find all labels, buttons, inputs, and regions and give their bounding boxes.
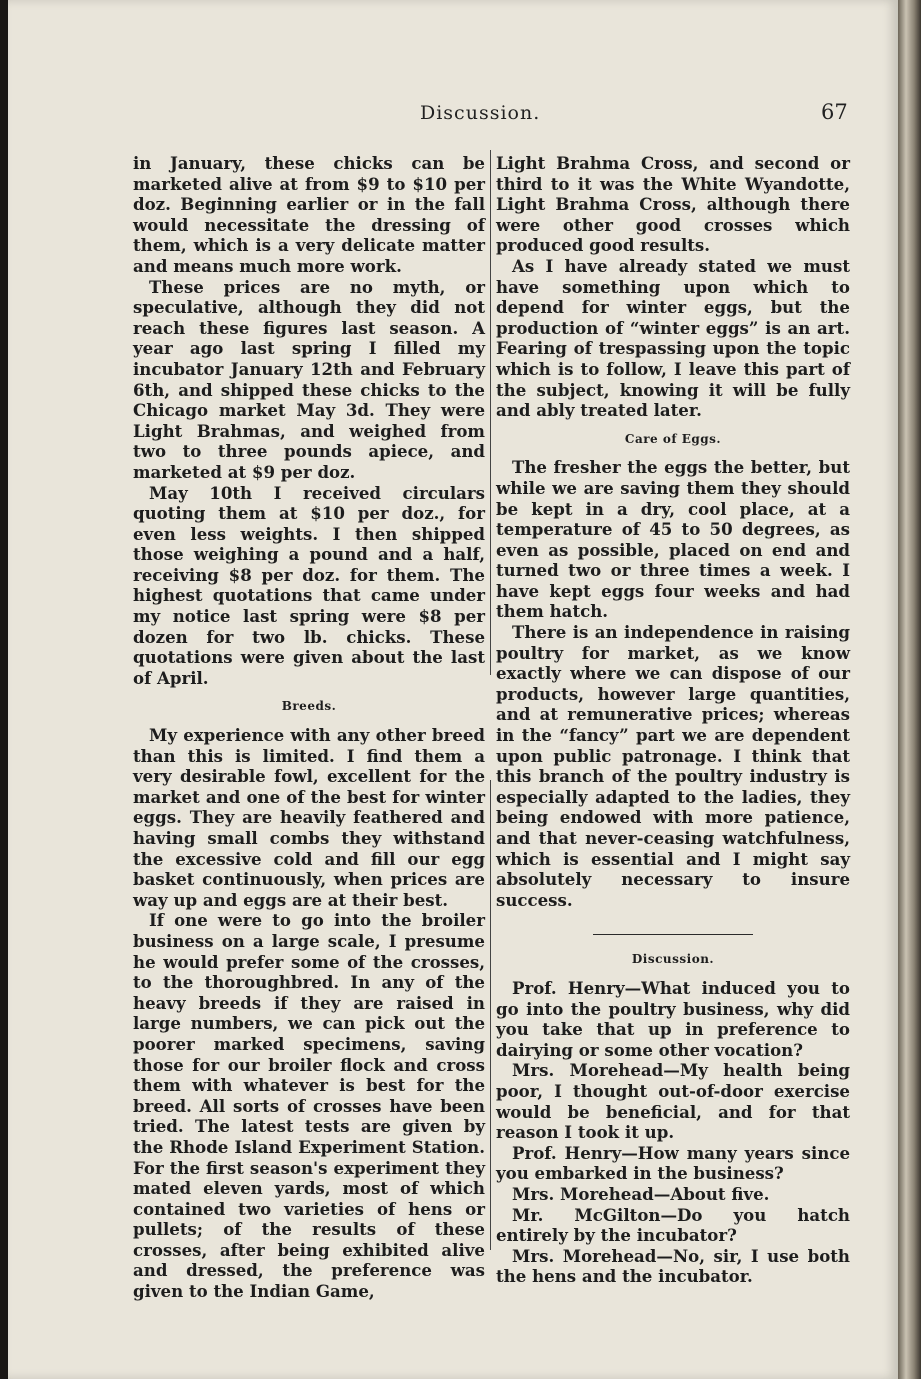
page-number: 67 xyxy=(821,100,848,124)
left-column xyxy=(133,153,485,1302)
paragraph: My experience with any other breed than this is limited. I find them a very desirable fowl, excellent for the market and one of the best for winter eggs. They are heavily feathered and having small combs they withstand the excessive cold and fill our egg basket continuously, when prices are way up and eggs are at their best. xyxy=(133,725,485,910)
paragraph: These prices are no myth, or speculative, although they did not reach these figures last season. A year ago last spring I filled my incubator January 12th and February 6th, and shipped these chicks to the Chicago market May 3d. They were Light Brahmas, and weighed from two to three pounds apiece, and marketed at $9 per doz. xyxy=(133,276,485,482)
section-heading-breeds: Breeds. xyxy=(281,699,337,714)
dialogue-line: Mrs. Morehead—About five. xyxy=(512,1183,770,1204)
paragraph: As I have already stated we must have something upon which to depend for winter eggs, but the production of “winter eggs” is an art. Fearing of trespassing upon the topic which is to follow, I leave this part of the subject, knowing it will be fully and ably treated later. xyxy=(496,255,850,421)
paragraph: Light Brahma Cross, and second or third to it was the White Wyandotte, Light Brahma Cross, although there were other good crosses which produced good results. xyxy=(496,153,850,256)
section-heading-discussion: Discussion. xyxy=(631,952,715,967)
running-head: Discussion. xyxy=(420,102,541,124)
dialogue-line: Prof. Henry—How many years since you embarked in the business? xyxy=(496,1142,850,1184)
paragraph: May 10th I received circulars quoting them at $10 per doz., for even less weights. I then shipped those weighing a pound and a half, receiving $8 per doz. for them. The highest quotations that came under my notice last spring were $8 per dozen for two lb. chicks. These quotations were given about the last of April. xyxy=(133,482,485,688)
page-edge xyxy=(898,0,921,1379)
section-heading-care-of-eggs: Care of Eggs. xyxy=(624,431,722,446)
dialogue-line: Mrs. Morehead—My health being poor, I thought out-of-door exercise would be beneficial, and for that reason I took it up. xyxy=(496,1060,850,1143)
dialogue-line: Prof. Henry—What induced you to go into the poultry business, why did you take that up in preference to dairying or some other vocation? xyxy=(496,977,850,1060)
dialogue-line: Mrs. Morehead—No, sir, I use both the hens and the incubator. xyxy=(496,1245,850,1287)
right-column xyxy=(496,153,850,1287)
column-rule-top xyxy=(490,150,491,675)
dialogue-line: Mr. McGilton—Do you hatch entirely by the incubator? xyxy=(496,1204,850,1246)
paragraph: There is an independence in raising poultry for market, as we know exactly where we can dispose of our products, however large quantities, and at remunerative prices; whereas in the “fancy” part we are dependent upon public patronage. I think that this branch of the poultry industry is especially adapted to the ladies, they being endowed with more patience, and that never-ceasing watchfulness, which is essential and I might say absolutely necessary to insure success. xyxy=(496,622,850,910)
paragraph: If one were to go into the broiler business on a large scale, I presume he would prefer some of the crosses, to the thoroughbred. In any of the heavy breeds if they are raised in large numbers, we can pick out the poorer marked specimens, saving those for our broiler flock and cross them with whatever is best for the breed. All sorts of crosses have been tried. The latest tests are given by the Rhode Island Experiment Station. For the first season's experiment they mated eleven yards, most of which contained two varieties of hens or pullets; of the results of these crosses, after being exhibited alive and dressed, the preference was given to the Indian Game, xyxy=(133,910,485,1302)
paragraph: in January, these chicks can be marketed alive at from $9 to $10 per doz. Beginning earlier or in the fall would necessitate the dressing of them, which is a very delicate matter and means much more work. xyxy=(133,153,485,276)
column-rule-bottom xyxy=(490,780,491,1250)
section-divider xyxy=(593,934,753,935)
paragraph: The fresher the eggs the better, but while we are saving them they should be kept in a dry, cool place, at a temperature of 45 to 50 degrees, as even as possible, placed on end and turned two or three times a week. I have kept eggs four weeks and had them hatch. xyxy=(496,457,850,622)
book-page xyxy=(8,0,898,1379)
